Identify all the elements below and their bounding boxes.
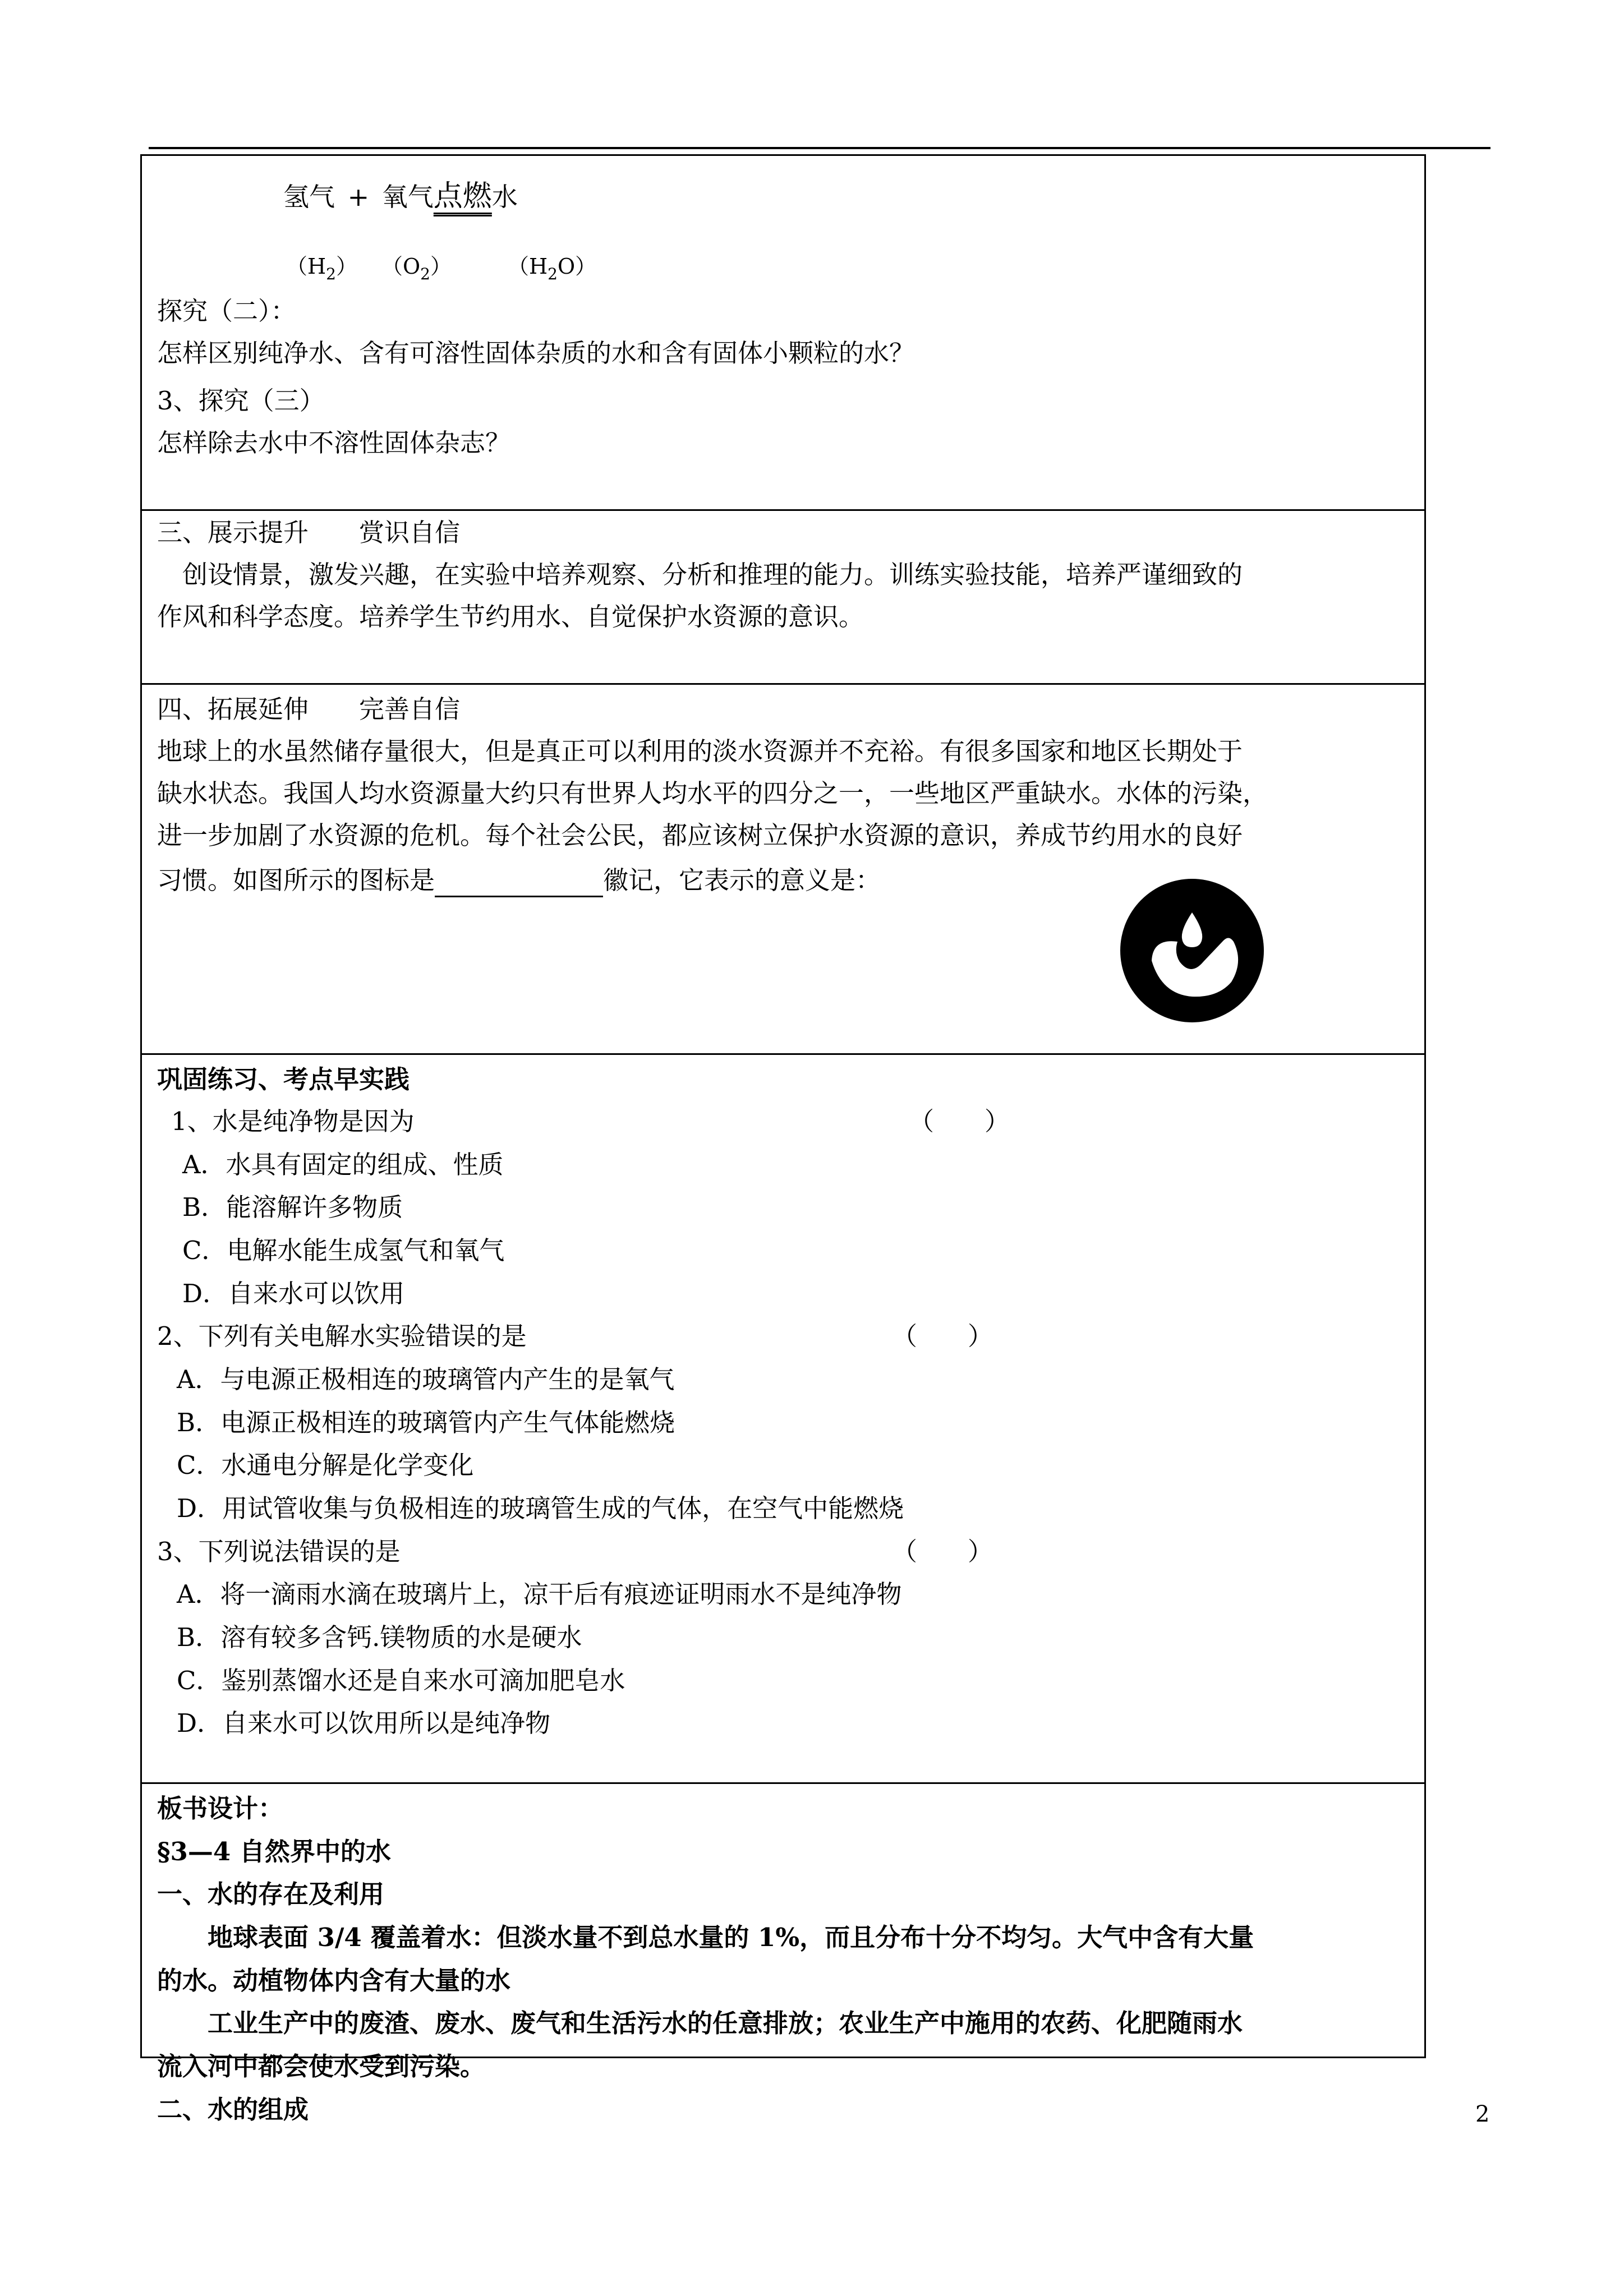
q3-option-b: B．溶有较多含钙.镁物质的水是硬水 [177, 1622, 582, 1652]
q1-answer-paren[interactable]: （ ） [909, 1106, 1010, 1136]
q1-stem: 1、水是纯净物是因为 [171, 1106, 415, 1136]
section3-heading: 三、展示提升 赏识自信 [157, 518, 461, 547]
board-title: §3—4 自然界中的水 [157, 1837, 391, 1866]
section4-line1: 地球上的水虽然储存量很大，但是真正可以利用的淡水资源并不充裕。有很多国家和地区长期处于 [157, 736, 1243, 766]
page-number: 2 [1475, 2101, 1490, 2127]
explore3-heading: 3、探究（三） [157, 386, 325, 416]
q1-option-c: C．电解水能生成氢气和氧气 [182, 1235, 505, 1265]
q1-option-d: D．自来水可以饮用 [182, 1279, 405, 1308]
section4-line3: 进一步加剧了水资源的危机。每个社会公民，都应该树立保护水资源的意识，养成节约用水的良好 [157, 820, 1243, 850]
reaction-condition: 点燃 [433, 179, 492, 213]
q2-answer-paren[interactable]: （ ） [892, 1321, 993, 1351]
explore3-question: 怎样除去水中不溶性固体杂志？ [157, 428, 511, 458]
section4-heading: 四、拓展延伸 完善自信 [157, 694, 461, 724]
q2-option-c: C．水通电分解是化学变化 [177, 1450, 474, 1480]
reactant-oxygen: 氧气 [381, 182, 434, 212]
q2-option-d: D．用试管收集与负极相连的玻璃管生成的气体，在空气中能燃烧 [177, 1493, 904, 1523]
section4-line2: 缺水状态。我国人均水资源量大约只有世界人均水平的四分之一，一些地区严重缺水。水体的污染， [157, 778, 1268, 808]
water-saving-emblem-icon [1119, 878, 1265, 1023]
q2-option-b: B．电源正极相连的玻璃管内产生气体能燃烧 [177, 1408, 675, 1437]
board-p1-line1: 地球表面 3/4 覆盖着水：但淡水量不到总水量的 1%，而且分布十分不均匀。大气中含有大量 [157, 1922, 1254, 1952]
answer-blank[interactable] [435, 868, 603, 897]
q1-option-a: A．水具有固定的组成、性质 [182, 1150, 504, 1179]
row-divider [142, 683, 1424, 685]
formula-h2o: $(H_2O)$ [508, 254, 597, 283]
board-subheading-2: 二、水的组成 [157, 2095, 309, 2124]
q1-option-b: B．能溶解许多物质 [182, 1192, 403, 1222]
section3-line1: 创设情景，激发兴趣，在实验中培养观察、分析和推理的能力。训练实验技能，培养严谨细致的 [157, 560, 1243, 589]
board-p2-line1: 工业生产中的废渣、废水、废气和生活污水的任意排放；农业生产中施用的农药、化肥随雨水 [157, 2008, 1243, 2038]
explore2-question: 怎样区别纯净水、含有可溶性固体杂质的水和含有固体小颗粒的水？ [157, 338, 915, 368]
board-subheading-1: 一、水的存在及利用 [157, 1879, 385, 1909]
header-rule [149, 147, 1490, 149]
product-water: 水 [491, 182, 518, 212]
q3-option-d: D．自来水可以饮用所以是纯净物 [177, 1708, 551, 1738]
equation-line: 氢气 + 氧气点燃水 [283, 179, 518, 213]
q3-answer-paren[interactable]: （ ） [892, 1537, 993, 1566]
section3-line2: 作风和科学态度。培养学生节约用水、自觉保护水资源的意识。 [157, 602, 864, 631]
explore2-heading: 探究（二）： [157, 296, 296, 326]
q3-option-a: A．将一滴雨水滴在玻璃片上，凉干后有痕迹证明雨水不是纯净物 [177, 1579, 902, 1609]
formula-o2: $(O_2)$ [381, 254, 452, 283]
practice-heading: 巩固练习、考点早实践 [157, 1064, 410, 1094]
row-divider [142, 509, 1424, 511]
formula-h2: $(H_2)$ [286, 254, 357, 283]
q2-stem: 2、下列有关电解水实验错误的是 [157, 1321, 527, 1351]
row-divider [142, 1053, 1424, 1055]
reactant-hydrogen: 氢气 [283, 182, 335, 212]
section4-line4: 习惯。如图所示的图标是 徽记，它表示的意义是： [157, 864, 881, 897]
row-divider [142, 1782, 1424, 1784]
board-heading: 板书设计： [157, 1794, 284, 1823]
q3-stem: 3、下列说法错误的是 [157, 1537, 401, 1566]
q2-option-a: A．与电源正极相连的玻璃管内产生的是氧气 [177, 1364, 675, 1394]
board-p1-line2: 的水。动植物体内含有大量的水 [157, 1966, 511, 1995]
q3-option-c: C．鉴别蒸馏水还是自来水可滴加肥皂水 [177, 1666, 625, 1695]
board-p2-line2: 流入河中都会使水受到污染。 [157, 2051, 486, 2081]
